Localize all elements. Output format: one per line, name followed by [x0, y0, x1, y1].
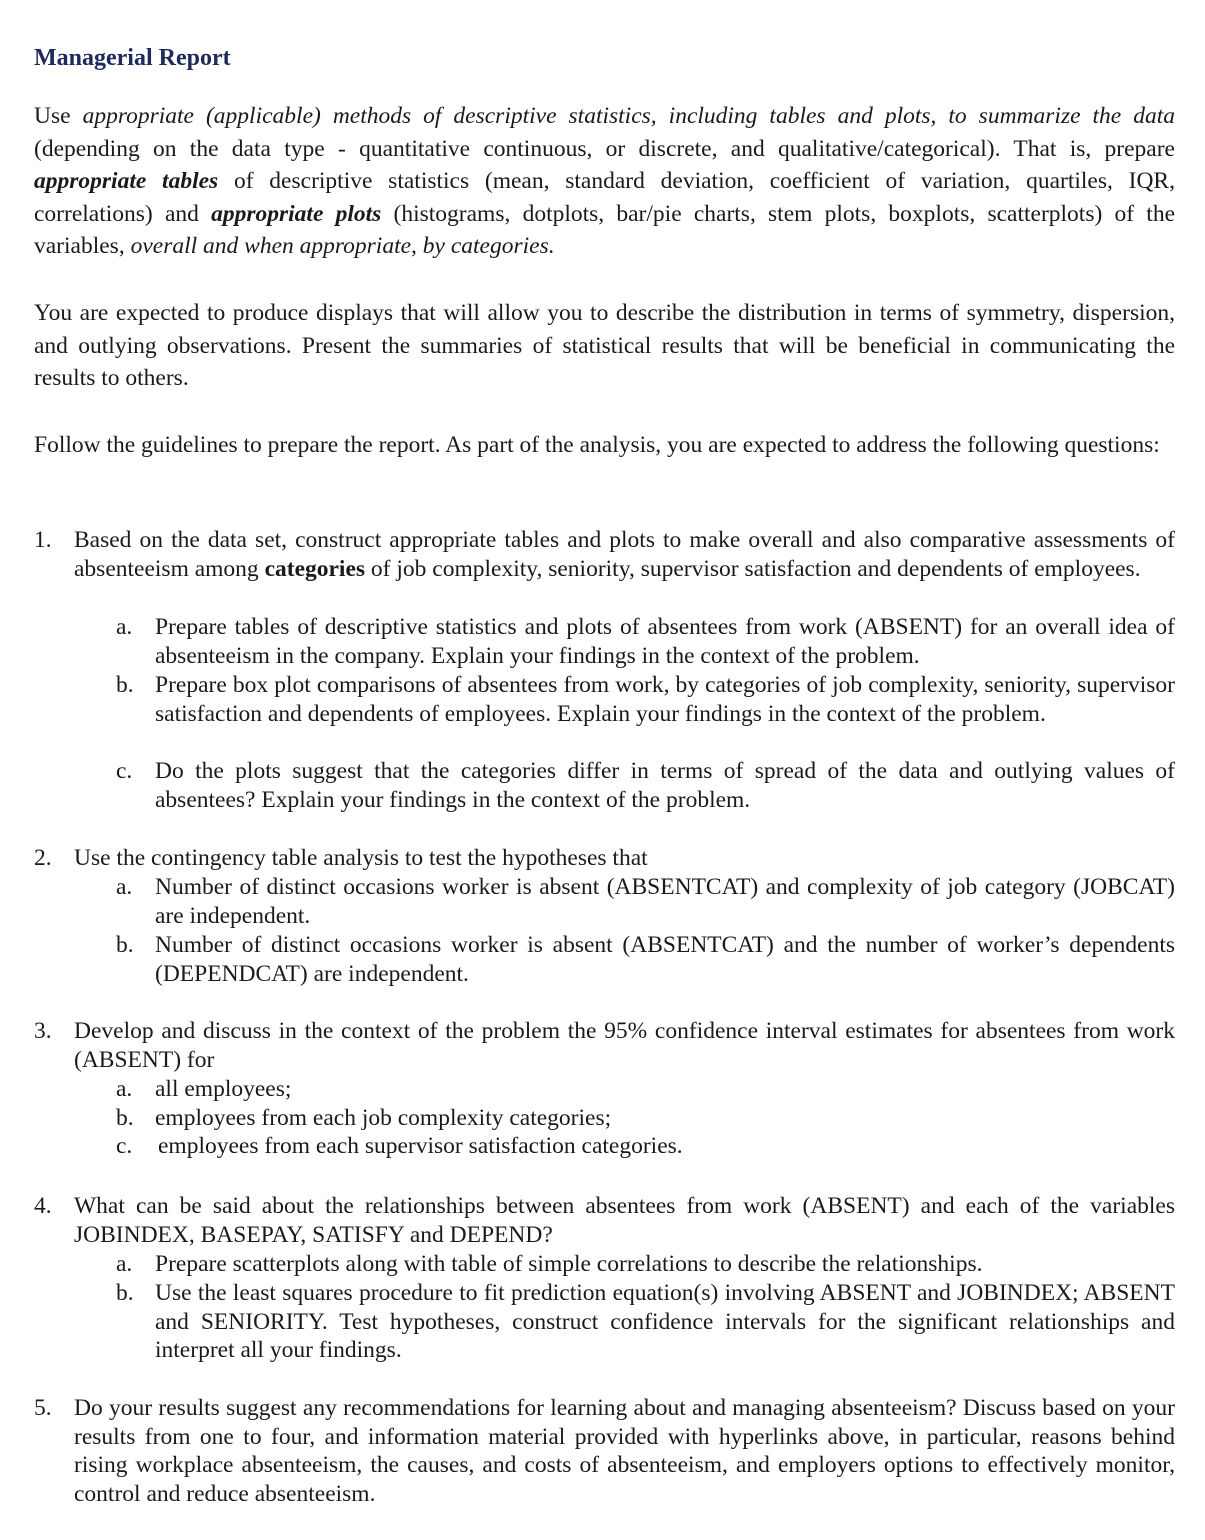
- question-number: 1.: [34, 527, 52, 553]
- subquestion-text: Prepare box plot comparisons of absentees from work, by categories of job complexity, seniority, supervisor satisfaction and dependents of employees. Explain your findings in the context of the problem.: [155, 672, 1175, 727]
- subquestion-text: employees from each supervisor satisfaction categories.: [158, 1133, 683, 1159]
- question-text-part: Based on the data set, construct appropriate tables and plots to make overall and also comparative assessments of absenteeism among: [74, 527, 1175, 582]
- subquestion-letter: b.: [116, 932, 134, 958]
- subquestion-letter: c.: [116, 1133, 133, 1159]
- subquestion-letter: a.: [116, 614, 133, 640]
- subquestion-text: Number of distinct occasions worker is absent (ABSENTCAT) and the number of worker’s dependents (DEPENDCAT) are independent.: [155, 932, 1175, 987]
- subquestion-text: all employees;: [155, 1076, 292, 1102]
- intro-text-1: Use: [34, 103, 83, 129]
- report-title: Managerial Report: [34, 45, 231, 71]
- guidelines-paragraph: Follow the guidelines to prepare the report. As part of the analysis, you are expected to address the following questions:: [34, 432, 1160, 458]
- question-text-part: of job complexity, seniority, supervisor satisfaction and dependents of employees.: [365, 555, 1141, 582]
- subquestion-letter: b.: [116, 672, 134, 698]
- question-number: 2.: [34, 845, 52, 871]
- subquestion-text: Prepare scatterplots along with table of simple correlations to describe the relationships.: [155, 1251, 983, 1277]
- intro-bold-tables: appropriate tables: [34, 168, 219, 194]
- question-number: 5.: [34, 1395, 52, 1421]
- subquestion-text: Number of distinct occasions worker is absent (ABSENTCAT) and complexity of job category (JOBCAT) are independent.: [155, 874, 1175, 929]
- intro-paragraph: [34, 100, 1175, 263]
- subquestion-letter: a.: [116, 1076, 133, 1102]
- intro-text-2: (depending on the data type - quantitative continuous, or discrete, and qualitative/categorical). That is, prepare: [34, 135, 1175, 162]
- intro-bold-plots: appropriate plots: [211, 200, 382, 227]
- question-number: 3.: [34, 1018, 52, 1044]
- displays-paragraph: You are expected to produce displays that will allow you to describe the distribution in terms of symmetry, dispersion, and outlying observations. Present the summaries of statistical results that will be beneficial in communicating the results to others.: [34, 300, 1175, 391]
- subquestion-text: Prepare tables of descriptive statistics and plots of absentees from work (ABSENT) for an overall idea of absenteeism in the company. Explain your findings in the context of the problem.: [155, 614, 1175, 669]
- subquestion-text: Do the plots suggest that the categories differ in terms of spread of the data and outlying values of absentees? Explain your findings in the context of the problem.: [155, 758, 1175, 813]
- subquestion-text: Use the least squares procedure to fit prediction equation(s) involving ABSENT and JOBINDEX; ABSENT and SENIORITY. Test hypotheses, construct confidence intervals for the significant relationships and interpret all your findings.: [155, 1280, 1175, 1363]
- subquestion-letter: b.: [116, 1105, 134, 1131]
- question-number: 4.: [34, 1193, 52, 1219]
- question-text: What can be said about the relationships between absentees from work (ABSENT) and each of the variables JOBINDEX, BASEPAY, SATISFY and DEPEND?: [74, 1193, 1175, 1248]
- intro-italic-categories: overall and when appropriate, by categories.: [130, 233, 555, 259]
- subquestion-letter: a.: [116, 874, 133, 900]
- subquestion-letter: b.: [116, 1280, 134, 1306]
- intro-text-4: (histograms, dotplots, bar/pie charts, stem plots, boxplots, scatterplots) of the variables,: [34, 200, 1176, 259]
- subquestion-letter: c.: [116, 758, 133, 784]
- intro-text-3: of descriptive statistics (mean, standard deviation, coefficient of variation, quartiles, IQR, correlations) and: [34, 168, 1175, 227]
- intro-italic-methods: appropriate (applicable) methods of descriptive statistics, including tables and plots, to summarize the data: [82, 103, 1176, 129]
- question-bold-categories: categories: [264, 555, 366, 582]
- question-text: Do your results suggest any recommendations for learning about and managing absenteeism? Discuss based on your results from one to four, and information material provided with hyperlinks above, in particular, reasons behind rising workplace absenteeism, the causes, and costs of absenteeism, and employers options to effectively monitor, control and reduce absenteeism.: [74, 1395, 1175, 1507]
- question-text: Use the contingency table analysis to test the hypotheses that: [74, 845, 648, 871]
- subquestion-letter: a.: [116, 1251, 133, 1277]
- subquestion-text: employees from each job complexity categories;: [155, 1105, 612, 1131]
- question-text: Develop and discuss in the context of the problem the 95% confidence interval estimates for absentees from work (ABSENT) for: [74, 1018, 1175, 1073]
- question-text: [74, 526, 1175, 583]
